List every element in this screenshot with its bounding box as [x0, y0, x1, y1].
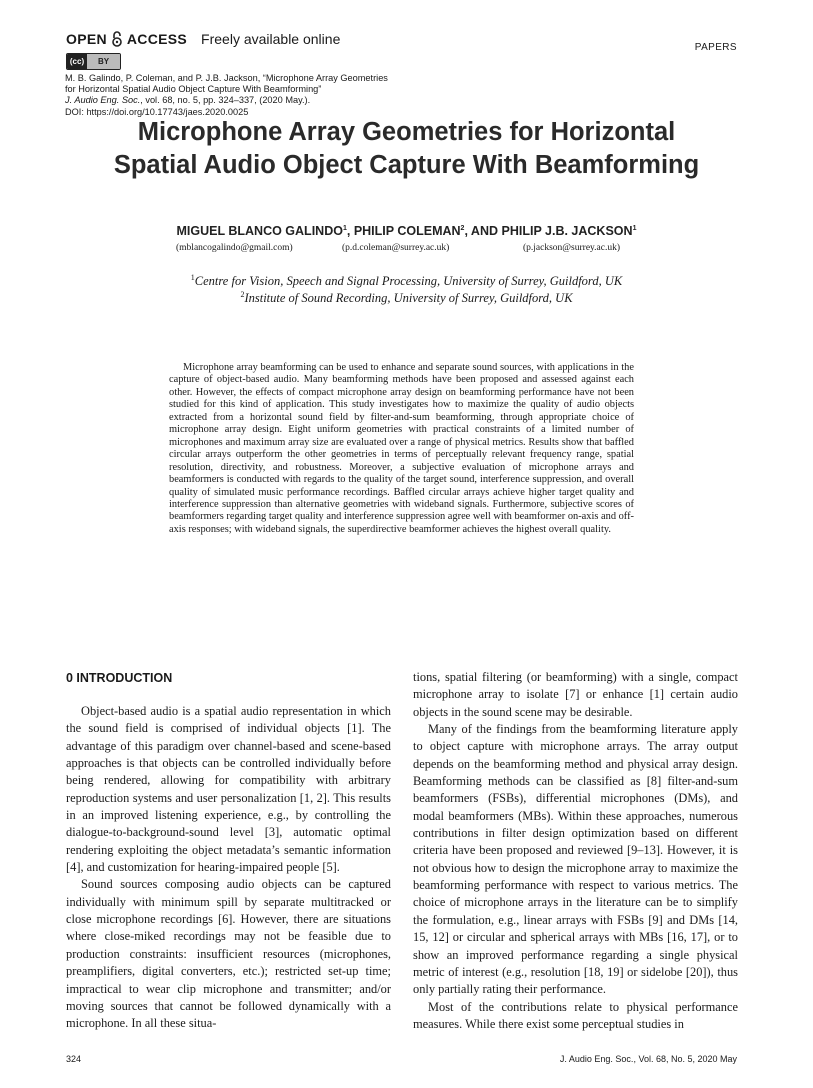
affiliation-mark: 1	[190, 273, 195, 282]
author-separator: ,	[346, 224, 354, 238]
body-paragraph: Many of the findings from the beamforming literature apply to object capture with microphone arrays. The array output depends on the beamforming method and physical array design. Beamforming methods can be classified as [8] filter-and-sum beamformers (FSBs), differential microphones (DMs), and modal beamformers (MBs). Within these approaches, numerous contributions in filter design optimization based on different criteria have been proposed and reviewed [9–13]. However, it is not obvious how to design the microphone array to maximize the beamforming performance with respect to various metrics. The choice of microphone arrays in the literature can be to simplify the formulation, e.g., linear arrays with FSBs [9] and DMs [14, 15, 12] or circular and spherical arrays with MBs [16, 17], or to show an improved performance regarding a single physical metric of interest (e.g., resolution [18, 19] or sidelobe [20]), thus only partially rating their performance.	[413, 722, 738, 997]
author-name: PHILIP J.B. JACKSON	[501, 224, 633, 238]
author-name: PHILIP COLEMAN	[353, 224, 461, 238]
cc-license-icon: (cc)	[67, 54, 87, 69]
citation-doi-link[interactable]: DOI: https://doi.org/10.17743/jaes.2020.0025	[65, 106, 249, 117]
author-list	[0, 224, 813, 238]
author-name: MIGUEL BLANCO GALINDO	[176, 224, 343, 238]
author-email[interactable]: (p.d.coleman@surrey.ac.uk)	[342, 243, 450, 253]
paper-title-line-2: Spatial Audio Object Capture With Beamforming	[113, 151, 700, 179]
citation-journal: J. Audio Eng. Soc.	[65, 95, 141, 106]
author-affiliation-mark: 1	[632, 224, 637, 232]
affiliation-mark: 2	[240, 290, 245, 299]
body-paragraph: Most of the contributions relate to physical performance measures. While there exist some perceptual studies in	[413, 999, 738, 1031]
body-paragraph: Sound sources composing audio objects can be captured individually with minimum spill by separate multitracked or close microphone recordings [6]. However, there are situations where close-miked recordings may not be feasible due to production constraints: insufficient resources (microphones, preamplifiers, digital converters, etc.); restricted set-up time; impractical to wear clip microphone and transmitter; and/or moving sources that cannot be followed dynamically with a microphone. In all these situa-	[66, 877, 391, 1031]
journal-issue: J. Audio Eng. Soc., Vol. 68, No. 5, 2020 May	[559, 1054, 737, 1064]
open-access-open: OPEN	[66, 31, 107, 47]
affiliation-text: Institute of Sound Recording, University of Surrey, Guildford, UK	[244, 291, 573, 306]
section-label: PAPERS	[694, 42, 737, 53]
affiliation	[0, 273, 813, 289]
author-separator: , AND	[464, 224, 502, 238]
right-column	[413, 669, 738, 1033]
open-access-access: ACCESS	[126, 31, 188, 47]
abstract: Microphone array beamforming can be used to enhance and separate sound sources, with applications in the capture of object-based audio. Many beamforming methods have been proposed and assessed against each other. However, the effects of compact microphone array design on beamforming performance have not been studied for this kind of application. This study investigates how to maximize the quality of audio objects extracted from a horizontal sound field by filter-and-sum beamforming, through appropriate choice of microphone array design. Eight uniform geometries with practical constraints of a limited number of microphones and maximum array size are evaluated over a range of physical metrics. Results show that baffled circular arrays outperform the other geometries in terms of perceptually relevant frequency range, spatial resolution, directivity, and robustness. Moreover, a subjective evaluation of microphone arrays and beamformers is conducted with regards to the quality of the target sound, interference suppression, and overall quality of simulated music performance recordings. Baffled circular arrays achieve higher target quality and interference suppression than alternative geometries with wideband signals. Furthermore, subjective scores of beamformers regarding target quality and interference suppression agree well with beamformer on-axis and off-axis responses; with wideband signals, the superdirective beamformer achieves the highest overall quality.	[169, 362, 634, 535]
paper-title-line-1: Microphone Array Geometries for Horizontal	[137, 118, 676, 146]
author-affiliation-mark: 1	[342, 224, 347, 232]
citation-block	[65, 73, 388, 118]
body-paragraph: tions, spatial filtering (or beamforming) with a single, compact microphone array to isolate [7] or enhance [1] certain audio objects in the sound scene may be desirable.	[413, 670, 738, 719]
freely-available-label: Freely available online	[201, 31, 341, 47]
citation-line-1: M. B. Galindo, P. Coleman, and P. J.B. Jackson, “Microphone Array Geometries	[65, 73, 388, 83]
citation-line-3	[65, 95, 388, 106]
affiliation-text: Centre for Vision, Speech and Signal Processing, University of Surrey, Guildford, UK	[194, 274, 623, 289]
by-license-label: BY	[87, 54, 120, 69]
author-affiliation-mark: 2	[460, 224, 465, 232]
page-number: 324	[66, 1054, 82, 1064]
body-paragraph: Object-based audio is a spatial audio representation in which the sound field is comprised of individual objects [1]. The advantage of this paradigm over channel-based and scene-based approaches is that objects can be controlled individually before being rendered, allowing for compatibility with arbitrary reproduction systems and user personalization [1, 2]. This results in an improved listening experience, e.g., by controlling the dialogue-to-background-sound level [3], automatic optimal rendering exploiting the object metadata’s semantic information [4], and customization for hearing-impaired people [5].	[66, 704, 391, 875]
left-column	[66, 703, 391, 1033]
author-email[interactable]: (p.jackson@surrey.ac.uk)	[523, 243, 621, 253]
section-heading: 0 INTRODUCTION	[66, 671, 173, 685]
cc-by-license-badge[interactable]	[66, 53, 121, 70]
paper-title	[0, 116, 813, 182]
author-email[interactable]: (mblancogalindo@gmail.com)	[176, 243, 293, 253]
affiliation	[0, 290, 813, 306]
citation-line-2: for Horizontal Spatial Audio Object Capture With Beamforming”	[65, 84, 322, 95]
open-lock-icon	[111, 31, 123, 47]
citation-volume: , vol. 68, no. 5, pp. 324–337, (2020 May.).	[140, 95, 311, 106]
open-access-badge	[66, 31, 340, 47]
